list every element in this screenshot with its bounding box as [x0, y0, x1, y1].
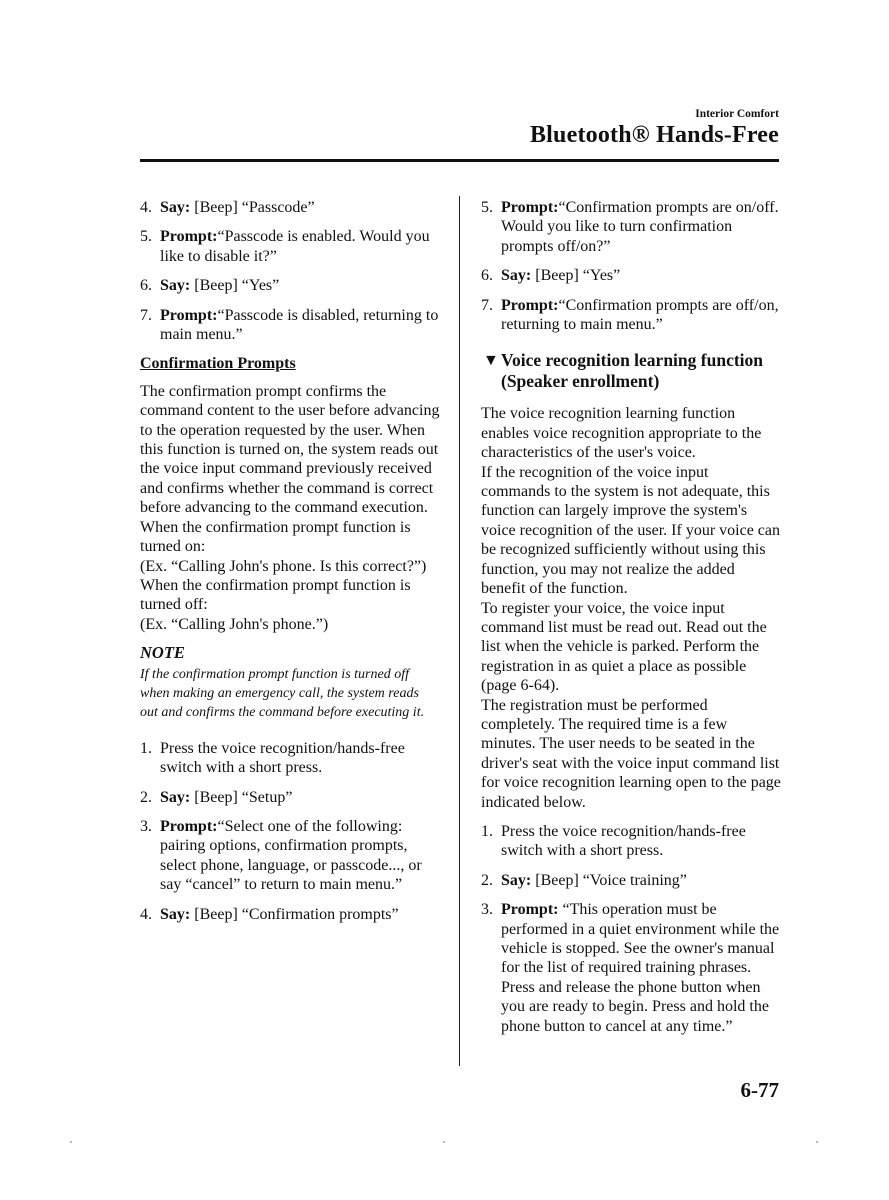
section-label: Interior Comfort	[695, 108, 779, 120]
paragraph: When the confirmation prompt function is turned on:	[140, 518, 411, 556]
scan-dot	[70, 1141, 72, 1143]
step-text: [Beep] “Yes”	[531, 267, 621, 285]
step-label: Prompt:	[160, 817, 218, 835]
note-title: NOTE	[140, 643, 185, 663]
step-text: [Beep] “Setup”	[190, 788, 293, 806]
step-list	[481, 198, 781, 334]
step-label: Say:	[160, 905, 191, 923]
paragraph: To register your voice, the voice input command list must be read out. Read out the list when the vehicle is parked. Perform the registration in as quiet a place as possible (page 6-64).	[481, 599, 767, 695]
step-label: Prompt:	[501, 901, 559, 919]
step-text: Press the voice recognition/hands-free switch with a short press.	[160, 739, 405, 777]
step-number: 6.	[481, 267, 493, 285]
step-number: 6.	[140, 277, 152, 295]
paragraph: The registration must be performed completely. The required time is a few minutes. The user needs to be seated in the driver's seat with the voice input command list for voice recognition learning open to the page indicated below.	[481, 696, 781, 811]
step-item	[481, 266, 781, 285]
step-label: Prompt:	[160, 306, 218, 324]
step-number: 5.	[481, 199, 493, 216]
step-list	[140, 739, 440, 924]
body-text	[481, 404, 781, 812]
step-item	[481, 198, 781, 256]
step-text: [Beep] “Yes”	[190, 277, 280, 295]
step-number: 5.	[140, 228, 152, 246]
paragraph: The voice recognition learning function enables voice recognition appropriate to the characteristics of the user's voice.	[481, 405, 762, 462]
column-divider	[459, 196, 460, 1066]
step-text: [Beep] “Voice training”	[531, 871, 687, 889]
step-text: “Confirmation prompts are off/on, returning to main menu.”	[501, 296, 779, 334]
step-label: Say:	[160, 788, 191, 806]
paragraph: (Ex. “Calling John's phone. Is this correct?”)	[140, 557, 427, 575]
step-number: 1.	[481, 822, 493, 840]
step-number: 3.	[140, 817, 152, 835]
note-text: If the confirmation prompt function is turned off when making an emergency call, the system reads out and confirms the command before executing it.	[140, 666, 425, 721]
step-text: “Confirmation prompts are on/off. Would you like to turn confirmation prompts off/on?”	[501, 199, 779, 255]
step-item	[481, 296, 781, 335]
step-item	[140, 788, 440, 807]
step-item	[140, 227, 440, 266]
step-text: “This operation must be performed in a quiet environment while the vehicle is stopped. See the owner's manual for the list of required training phrases. Press and release the phone button when you are ready to begin. Press and hold the phone button to cancel at any time.”	[501, 901, 780, 1035]
right-column	[481, 198, 781, 1046]
step-label: Say:	[501, 871, 532, 889]
step-label: Prompt:	[160, 228, 218, 246]
step-item	[140, 905, 440, 924]
header-rule	[140, 159, 779, 162]
paragraph: (Ex. “Calling John's phone.”)	[140, 615, 329, 633]
step-item	[140, 198, 440, 217]
step-label: Prompt:	[501, 296, 559, 314]
step-item	[140, 817, 440, 895]
step-item	[481, 871, 781, 890]
step-text: Press the voice recognition/hands-free switch with a short press.	[501, 822, 746, 860]
left-column	[140, 198, 440, 934]
step-number: 3.	[481, 901, 493, 919]
step-number: 4.	[140, 199, 152, 216]
step-label: Say:	[160, 277, 191, 295]
step-text: “Passcode is enabled. Would you like to disable it?”	[160, 228, 430, 265]
section-heading	[481, 350, 781, 392]
step-text: [Beep] “Passcode”	[190, 199, 315, 216]
step-number: 7.	[140, 306, 152, 324]
step-item	[140, 276, 440, 295]
step-item	[140, 306, 440, 345]
paragraph: The confirmation prompt confirms the command content to the user before advancing to the operation requested by the user. When this function is turned on, the system reads out the voice input command previously received and confirms whether the command is correct before advancing to the command execution.	[140, 382, 440, 517]
step-item	[481, 900, 781, 1036]
paragraph: When the confirmation prompt function is turned off:	[140, 576, 411, 614]
step-list	[481, 822, 781, 1036]
step-number: 2.	[481, 871, 493, 889]
scan-dot	[816, 1141, 818, 1143]
step-label: Say:	[501, 267, 532, 285]
step-number: 7.	[481, 296, 493, 314]
step-text: [Beep] “Confirmation prompts”	[190, 905, 399, 923]
subheading-confirmation-prompts: Confirmation Prompts	[140, 355, 296, 373]
step-number: 4.	[140, 905, 152, 923]
step-text: “Select one of the following: pairing options, confirmation prompts, select phone, language, or passcode..., or say “cancel” to return to main menu.”	[160, 817, 422, 894]
scan-dot	[443, 1141, 445, 1143]
page-number: 6-77	[740, 1078, 779, 1102]
step-label: Prompt:	[501, 199, 559, 216]
triangle-marker-icon: ▼	[483, 352, 499, 370]
step-number: 1.	[140, 739, 152, 757]
paragraph: If the recognition of the voice input commands to the system is not adequate, this function can largely improve the system's voice recognition of the user. If your voice can be recognized sufficiently without using this function, you may not realize the added benefit of the function.	[481, 463, 780, 598]
body-text	[140, 382, 440, 634]
step-number: 2.	[140, 788, 152, 806]
section-heading-text: Voice recognition learning function (Speaker enrollment)	[501, 350, 764, 392]
page-title: Bluetooth® Hands-Free	[529, 122, 779, 148]
step-list	[140, 198, 440, 344]
step-label: Say:	[160, 199, 191, 216]
step-text: “Passcode is disabled, returning to main menu.”	[160, 306, 439, 344]
step-item	[481, 822, 781, 861]
step-item	[140, 739, 440, 778]
